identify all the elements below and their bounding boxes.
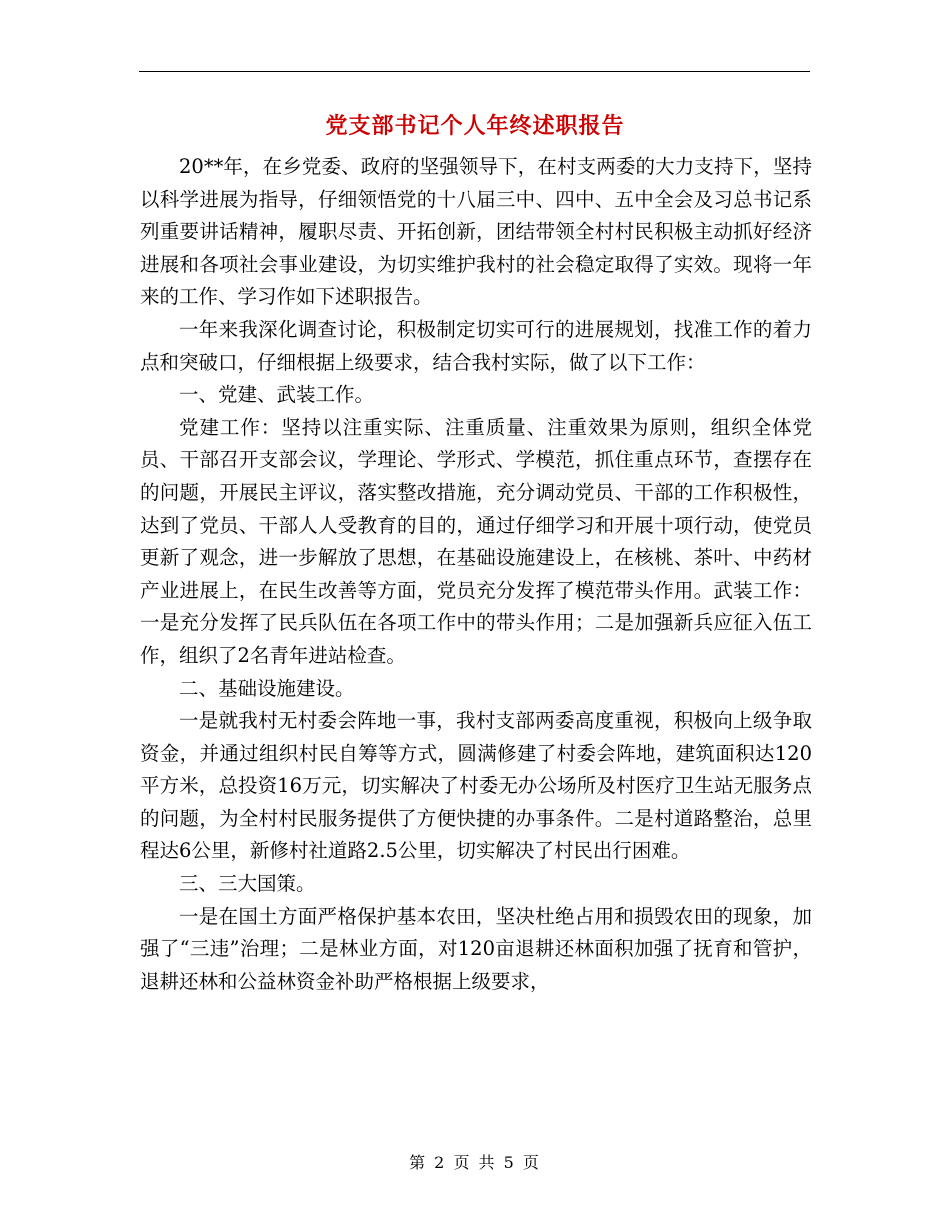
header-rule [139,71,810,72]
paragraph-party-building: 党建工作：坚持以注重实际、注重质量、注重效果为原则，组织全体党员、干部召开支部会议，学理论、学形式、学模范，抓住重点环节，查摆存在的问题，开展民主评议，落实整改措施，充分调动党员、干部的工作积极性，达到了党员、干部人人受教育的目的，通过仔细学习和开展十项行动，使党员更新了观念，进一步解放了思想，在基础设施建设上，在核桃、茶叶、中药材产业进展上，在民生改善等方面，党员充分发挥了模范带头作用。武装工作：一是充分发挥了民兵队伍在各项工作中的带头作用；二是加强新兵应征入伍工作，组织了2名青年进站检查。 [140,415,812,667]
page-number-footer: 第 2 页 共 5 页 [409,1153,541,1172]
paragraph-national-policies: 一是在国土方面严格保护基本农田，坚决杜绝占用和损毁农田的现象，加强了“三违”治理；二是林业方面，对120亩退耕还林面积加强了抚育和管护，退耕还林和公益林资金补助严格根据上级要求， [140,904,812,993]
section-heading-infrastructure: 二、基础设施建设。 [179,676,355,700]
document-title: 党支部书记个人年终述职报告 [325,113,625,139]
paragraph-overview: 一年来我深化调查讨论，积极制定切实可行的进展规划，找准工作的着力点和突破口，仔细根据上级要求，结合我村实际，做了以下工作： [140,317,812,374]
paragraph-intro: 20**年，在乡党委、政府的坚强领导下，在村支两委的大力支持下，坚持以科学进展为指导，仔细领悟党的十八届三中、四中、五中全会及习总书记系列重要讲话精神，履职尽责、开拓创新，团结带领全村村民积极主动抓好经济进展和各项社会事业建设，为切实维护我村的社会稳定取得了实效。现将一年来的工作、学习作如下述职报告。 [140,155,812,309]
section-heading-national-policies: 三、三大国策。 [179,872,316,896]
paragraph-infrastructure: 一是就我村无村委会阵地一事，我村支部两委高度重视，积极向上级争取资金，并通过组织村民自筹等方式，圆满修建了村委会阵地，建筑面积达120平方米，总投资16万元，切实解决了村委无办公场所及村医疗卫生站无服务点的问题，为全村村民服务提供了方便快捷的办事条件。二是村道路整治，总里程达6公里，新修村社道路2.5公里，切实解决了村民出行困难。 [140,709,812,863]
document-body [140,151,812,998]
section-heading-party-building: 一、党建、武装工作。 [179,383,375,407]
